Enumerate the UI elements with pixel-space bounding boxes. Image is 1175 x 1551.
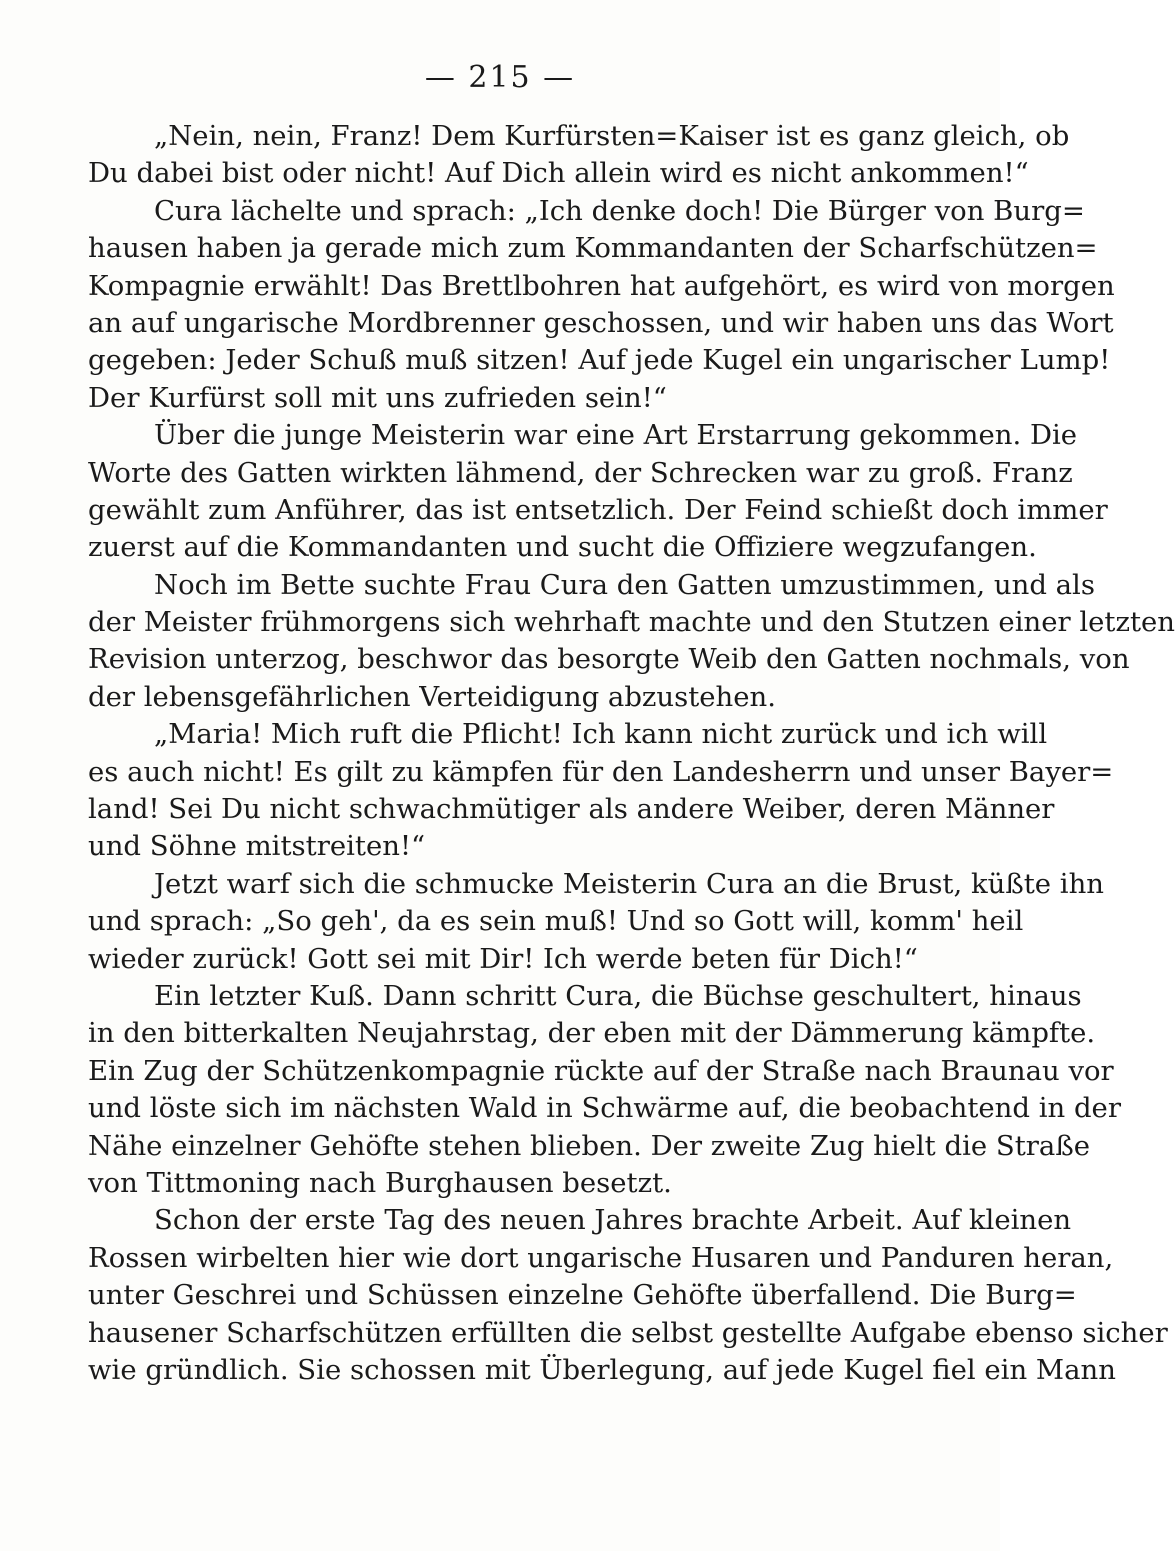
paragraph bbox=[88, 118, 1070, 193]
text-line: Rossen wirbelten hier wie dort ungarische Husaren und Panduren heran, bbox=[88, 1241, 1114, 1274]
text-line: an auf ungarische Mordbrenner geschossen, und wir haben uns das Wort bbox=[88, 306, 1114, 339]
text-line: in den bitterkalten Neujahrstag, der eben mit der Dämmerung kämpfte. bbox=[88, 1017, 1096, 1050]
text-line: es auch nicht! Es gilt zu kämpfen für den Landesherrn und unser Bayer= bbox=[88, 755, 1114, 788]
text-line: gegeben: Jeder Schuß muß sitzen! Auf jede Kugel ein ungarischer Lump! bbox=[88, 344, 1111, 377]
text-line: Cura lächelte und sprach: „Ich denke doch! Die Bürger von Burg= bbox=[154, 194, 1085, 227]
paragraph bbox=[88, 567, 1175, 717]
text-line: land! Sei Du nicht schwachmütiger als andere Weiber, deren Männer bbox=[88, 793, 1055, 826]
page-number: — 215 — bbox=[424, 60, 576, 95]
text-line: Ein Zug der Schützenkompagnie rückte auf der Straße nach Braunau vor bbox=[88, 1054, 1114, 1087]
text-line: Worte des Gatten wirkten lähmend, der Schrecken war zu groß. Franz bbox=[88, 456, 1073, 489]
text-line: gewählt zum Anführer, das ist entsetzlich. Der Feind schießt doch immer bbox=[88, 493, 1108, 526]
paragraph bbox=[88, 417, 1108, 567]
text-line: und Söhne mitstreiten!“ bbox=[88, 830, 426, 863]
body-text bbox=[88, 118, 1175, 1389]
text-line: wie gründlich. Sie schossen mit Überlegung, auf jede Kugel fiel ein Mann bbox=[88, 1353, 1116, 1386]
text-line: Schon der erste Tag des neuen Jahres brachte Arbeit. Auf kleinen bbox=[154, 1204, 1072, 1237]
text-line: unter Geschrei und Schüssen einzelne Gehöfte überfallend. Die Burg= bbox=[88, 1279, 1077, 1312]
text-line: Ein letzter Kuß. Dann schritt Cura, die Büchse geschultert, hinaus bbox=[154, 979, 1082, 1012]
text-line: der lebensgefährlichen Verteidigung abzustehen. bbox=[88, 680, 776, 713]
text-line: „Nein, nein, Franz! Dem Kurfürsten=Kaiser ist es ganz gleich, ob bbox=[154, 120, 1070, 152]
text-line: der Meister frühmorgens sich wehrhaft machte und den Stutzen einer letzten bbox=[88, 606, 1175, 639]
paragraph bbox=[88, 193, 1115, 417]
text-line: Kompagnie erwählt! Das Brettlbohren hat aufgehört, es wird von morgen bbox=[88, 269, 1115, 302]
text-line: „Maria! Mich ruft die Pflicht! Ich kann nicht zurück und ich will bbox=[154, 718, 1048, 751]
paragraph bbox=[88, 1202, 1168, 1389]
text-line: Noch im Bette suchte Frau Cura den Gatten umzustimmen, und als bbox=[154, 568, 1095, 601]
paragraph bbox=[88, 866, 1104, 978]
text-line: hausener Scharfschützen erfüllten die selbst gestellte Aufgabe ebenso sicher bbox=[88, 1316, 1168, 1349]
text-line: von Tittmoning nach Burghausen besetzt. bbox=[88, 1166, 672, 1199]
text-line: Nähe einzelner Gehöfte stehen blieben. Der zweite Zug hielt die Straße bbox=[88, 1129, 1090, 1162]
text-line: und löste sich im nächsten Wald in Schwärme auf, die beobachtend in der bbox=[88, 1092, 1121, 1125]
paragraph bbox=[88, 716, 1114, 866]
text-line: und sprach: „So geh', da es sein muß! Und so Gott will, komm' heil bbox=[88, 905, 1024, 938]
text-line: Jetzt warf sich die schmucke Meisterin Cura an die Brust, küßte ihn bbox=[154, 867, 1104, 900]
text-line: Du dabei bist oder nicht! Auf Dich allein wird es nicht ankommen!“ bbox=[88, 157, 1029, 190]
text-line: hausen haben ja gerade mich zum Kommandanten der Scharfschützen= bbox=[88, 232, 1098, 265]
text-line: zuerst auf die Kommandanten und sucht die Offiziere wegzufangen. bbox=[88, 531, 1037, 564]
paragraph bbox=[88, 978, 1121, 1202]
text-line: Über die junge Meisterin war eine Art Erstarrung gekommen. Die bbox=[154, 419, 1078, 452]
text-line: Der Kurfürst soll mit uns zufrieden sein!“ bbox=[88, 381, 667, 414]
text-line: wieder zurück! Gott sei mit Dir! Ich werde beten für Dich!“ bbox=[88, 942, 918, 975]
text-line: Revision unterzog, beschwor das besorgte Weib den Gatten nochmals, von bbox=[88, 643, 1130, 676]
